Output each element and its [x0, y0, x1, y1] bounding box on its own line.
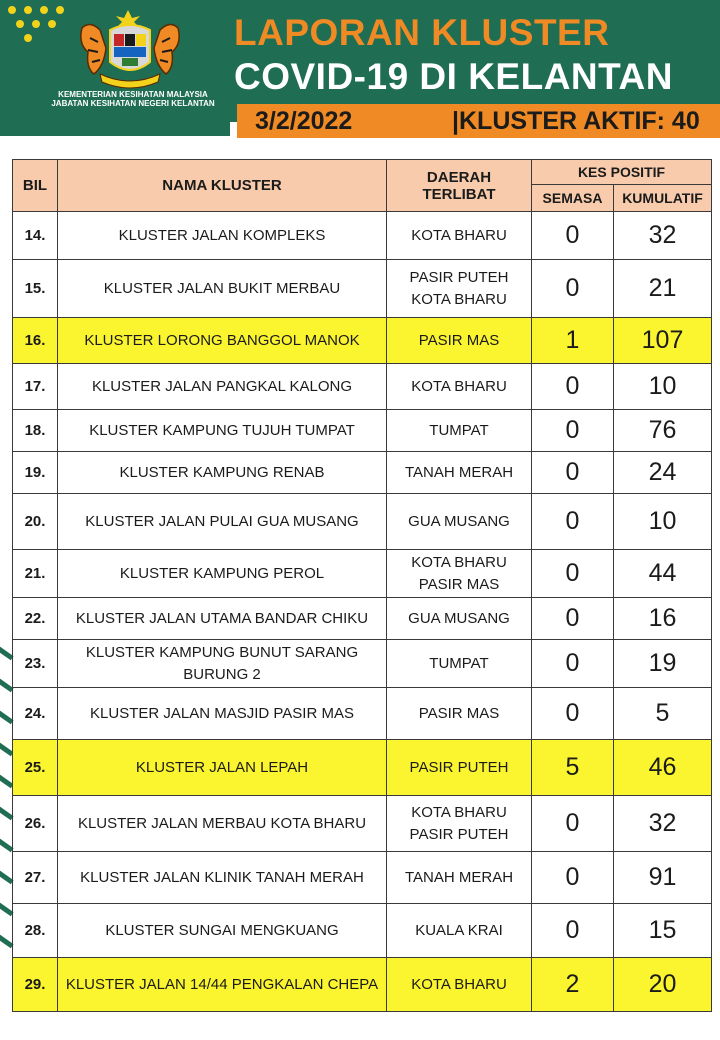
cell-nama-kluster: KLUSTER JALAN 14/44 PENGKALAN CHEPA [58, 958, 387, 1012]
decorative-dots [8, 6, 78, 46]
cell-daerah [387, 640, 532, 688]
cell-daerah [387, 852, 532, 904]
table-row [13, 796, 712, 852]
table-row [13, 688, 712, 740]
daerah-line: KOTA BHARU [411, 290, 507, 308]
cell-bil: 15. [13, 260, 58, 318]
cell-nama-kluster: KLUSTER JALAN KOMPLEKS [58, 212, 387, 260]
table-row [13, 318, 712, 364]
header-kumulatif: KUMULATIF [614, 185, 712, 212]
cell-daerah [387, 550, 532, 598]
table-row [13, 410, 712, 452]
daerah-line: TANAH MERAH [404, 463, 514, 481]
daerah-line: PASIR PUTEH [409, 825, 509, 843]
cell-kumulatif: 91 [614, 852, 712, 904]
daerah-line: PASIR PUTEH [409, 758, 509, 776]
daerah-line: KOTA BHARU [411, 226, 507, 244]
cell-kumulatif: 46 [614, 740, 712, 796]
ministry-name [38, 90, 228, 108]
cell-kumulatif: 16 [614, 598, 712, 640]
report-title: LAPORAN KLUSTER [234, 12, 610, 53]
cell-nama-kluster: KLUSTER JALAN KLINIK TANAH MERAH [58, 852, 387, 904]
cell-nama-kluster: KLUSTER JALAN PULAI GUA MUSANG [58, 494, 387, 550]
cell-daerah [387, 410, 532, 452]
cell-nama-kluster: KLUSTER JALAN MASJID PASIR MAS [58, 688, 387, 740]
table-row [13, 212, 712, 260]
daerah-line: PASIR PUTEH [409, 268, 509, 286]
cell-bil: 19. [13, 452, 58, 494]
cell-nama-kluster: KLUSTER KAMPUNG TUJUH TUMPAT [58, 410, 387, 452]
report-subtitle: COVID-19 DI KELANTAN [234, 56, 673, 97]
cell-daerah [387, 318, 532, 364]
cell-bil: 18. [13, 410, 58, 452]
daerah-line: GUA MUSANG [408, 512, 510, 530]
cell-semasa: 2 [532, 958, 614, 1012]
cell-bil: 25. [13, 740, 58, 796]
cell-semasa: 0 [532, 904, 614, 958]
cell-daerah [387, 688, 532, 740]
daerah-line: KOTA BHARU [411, 553, 507, 571]
cell-bil: 16. [13, 318, 58, 364]
cell-nama-kluster: KLUSTER JALAN MERBAU KOTA BHARU [58, 796, 387, 852]
cell-nama-kluster: KLUSTER KAMPUNG RENAB [58, 452, 387, 494]
table-row [13, 452, 712, 494]
daerah-line: KOTA BHARU [411, 975, 507, 993]
header-nama-kluster: NAMA KLUSTER [58, 160, 387, 212]
cell-nama-kluster: KLUSTER JALAN LEPAH [58, 740, 387, 796]
header-semasa: SEMASA [532, 185, 614, 212]
header-kes-positif: KES POSITIF [532, 160, 712, 185]
cell-semasa: 0 [532, 494, 614, 550]
daerah-line: KUALA KRAI [415, 921, 503, 939]
cell-kumulatif: 5 [614, 688, 712, 740]
cell-nama-kluster: KLUSTER KAMPUNG PEROL [58, 550, 387, 598]
table-row [13, 260, 712, 318]
table-row [13, 740, 712, 796]
cell-kumulatif: 107 [614, 318, 712, 364]
cell-daerah [387, 958, 532, 1012]
cell-daerah [387, 494, 532, 550]
cell-bil: 26. [13, 796, 58, 852]
cell-kumulatif: 76 [614, 410, 712, 452]
cluster-table [12, 159, 712, 1012]
header-daerah-line-2: TERLIBAT [422, 185, 496, 203]
daerah-line: PASIR MAS [418, 331, 500, 349]
cell-bil: 28. [13, 904, 58, 958]
coat-of-arms-logo [70, 8, 190, 90]
cell-semasa: 0 [532, 452, 614, 494]
cell-semasa: 0 [532, 640, 614, 688]
cell-kumulatif: 44 [614, 550, 712, 598]
cell-nama-kluster: KLUSTER LORONG BANGGOL MANOK [58, 318, 387, 364]
cell-nama-kluster: KLUSTER JALAN BUKIT MERBAU [58, 260, 387, 318]
cell-semasa: 0 [532, 852, 614, 904]
cell-bil: 24. [13, 688, 58, 740]
cell-semasa: 1 [532, 318, 614, 364]
cell-daerah [387, 598, 532, 640]
cell-daerah [387, 796, 532, 852]
daerah-line: PASIR MAS [418, 704, 500, 722]
daerah-line: PASIR MAS [418, 575, 500, 593]
table-row [13, 958, 712, 1012]
header-daerah-line-1: DAERAH [426, 168, 492, 186]
cell-nama-kluster: KLUSTER JALAN UTAMA BANDAR CHIKU [58, 598, 387, 640]
table-row [13, 904, 712, 958]
daerah-line: TANAH MERAH [404, 868, 514, 886]
cell-kumulatif: 10 [614, 494, 712, 550]
cell-bil: 22. [13, 598, 58, 640]
cell-bil: 20. [13, 494, 58, 550]
cell-bil: 23. [13, 640, 58, 688]
cell-kumulatif: 10 [614, 364, 712, 410]
cell-kumulatif: 24 [614, 452, 712, 494]
table-row [13, 550, 712, 598]
cell-kumulatif: 21 [614, 260, 712, 318]
report-date: 3/2/2022 [255, 107, 353, 135]
date-banner [237, 104, 720, 138]
cell-daerah [387, 364, 532, 410]
daerah-line: TUMPAT [429, 654, 489, 672]
daerah-line: GUA MUSANG [408, 609, 510, 627]
cell-semasa: 0 [532, 688, 614, 740]
cell-daerah [387, 452, 532, 494]
daerah-line: KOTA BHARU [411, 377, 507, 395]
cell-daerah [387, 260, 532, 318]
header-daerah-terlibat [387, 160, 532, 212]
cell-daerah [387, 904, 532, 958]
header-bil: BIL [13, 160, 58, 212]
ministry-line-1: KEMENTERIAN KESIHATAN MALAYSIA [58, 90, 208, 99]
cell-semasa: 0 [532, 598, 614, 640]
cell-bil: 14. [13, 212, 58, 260]
table-row [13, 494, 712, 550]
cell-nama-kluster: KLUSTER SUNGAI MENGKUANG [58, 904, 387, 958]
cell-kumulatif: 32 [614, 796, 712, 852]
active-cluster-count: |KLUSTER AKTIF: 40 [452, 107, 700, 135]
header-notch [0, 122, 230, 136]
cell-daerah [387, 740, 532, 796]
cell-bil: 27. [13, 852, 58, 904]
daerah-line: TUMPAT [429, 421, 489, 439]
cell-semasa: 0 [532, 212, 614, 260]
cell-daerah [387, 212, 532, 260]
table-row [13, 364, 712, 410]
cell-semasa: 0 [532, 260, 614, 318]
cell-semasa: 0 [532, 796, 614, 852]
cell-kumulatif: 15 [614, 904, 712, 958]
cell-kumulatif: 32 [614, 212, 712, 260]
cell-semasa: 0 [532, 364, 614, 410]
cell-nama-kluster: KLUSTER KAMPUNG BUNUT SARANG BURUNG 2 [58, 640, 387, 688]
cell-semasa: 0 [532, 410, 614, 452]
cell-kumulatif: 20 [614, 958, 712, 1012]
table-row [13, 640, 712, 688]
cell-bil: 17. [13, 364, 58, 410]
ministry-line-2: JABATAN KESIHATAN NEGERI KELANTAN [51, 99, 215, 108]
cell-nama-kluster: KLUSTER JALAN PANGKAL KALONG [58, 364, 387, 410]
cell-bil: 21. [13, 550, 58, 598]
daerah-line: KOTA BHARU [411, 803, 507, 821]
table-row [13, 852, 712, 904]
cell-semasa: 0 [532, 550, 614, 598]
cell-kumulatif: 19 [614, 640, 712, 688]
table-row [13, 598, 712, 640]
cell-bil: 29. [13, 958, 58, 1012]
cell-semasa: 5 [532, 740, 614, 796]
